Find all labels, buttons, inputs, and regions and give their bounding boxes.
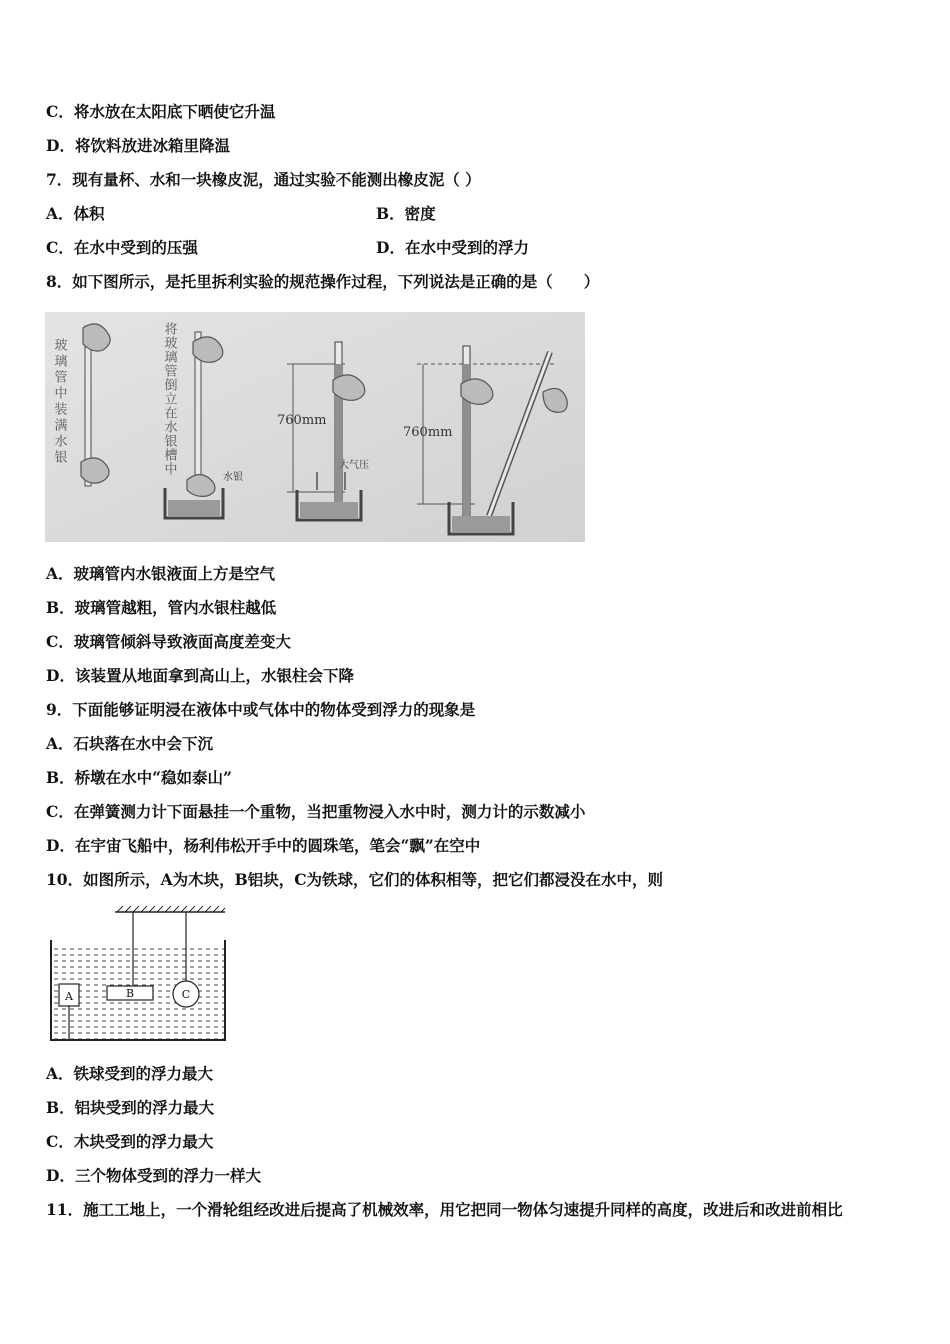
q9-option-b: B．桥墩在水中“稳如泰山” xyxy=(46,768,232,787)
q11-stem: 11．施工工地上，一个滑轮组经改进后提高了机械效率，用它把同一物体匀速提升同样的高度，改进后和改进前相比 xyxy=(46,1200,843,1219)
pressure-label: 大气压 xyxy=(339,460,369,471)
label-c: C xyxy=(181,988,191,1001)
height-label-2: 760mm xyxy=(403,425,453,440)
q10-option-b: B．铝块受到的浮力最大 xyxy=(46,1098,215,1117)
q7-option-d: D．在水中受到的浮力 xyxy=(376,238,529,257)
label-a: A xyxy=(65,990,73,1003)
q8-option-d: D．该装置从地面拿到高山上，水银柱会下降 xyxy=(46,666,354,685)
q10-stem: 10．如图所示，A为木块，B铝块，C为铁球，它们的体积相等，把它们都浸没在水中，则 xyxy=(46,870,664,889)
q8-option-b: B．玻璃管越粗，管内水银柱越低 xyxy=(46,598,277,617)
torricelli-figure xyxy=(45,312,585,542)
mercury-label: 水银 xyxy=(223,472,243,483)
q10-option-c: C．木块受到的浮力最大 xyxy=(46,1132,214,1151)
step2-label: 将玻璃管倒立在水银槽中 xyxy=(161,322,177,476)
q6-option-c: C．将水放在太阳底下晒使它升温 xyxy=(46,102,276,121)
label-b: B xyxy=(125,987,135,1000)
q10-option-d: D．三个物体受到的浮力一样大 xyxy=(46,1166,261,1185)
q8-option-a: A．玻璃管内水银液面上方是空气 xyxy=(46,564,276,583)
buoyancy-tank-figure xyxy=(45,904,231,1044)
q10-option-a: A．铁球受到的浮力最大 xyxy=(46,1064,214,1083)
q7-option-c: C．在水中受到的压强 xyxy=(46,238,198,257)
q6-option-d: D．将饮料放进冰箱里降温 xyxy=(46,136,230,155)
q9-option-a: A．石块落在水中会下沉 xyxy=(46,734,214,753)
step1-label: 玻璃管中装满水银 xyxy=(51,338,67,466)
q9-stem: 9．下面能够证明浸在液体中或气体中的物体受到浮力的现象是 xyxy=(46,700,476,719)
q9-option-c: C．在弹簧测力计下面悬挂一个重物，当把重物浸入水中时，测力计的示数减小 xyxy=(46,802,586,821)
q8-stem: 8．如下图所示，是托里拆利实验的规范操作过程，下列说法是正确的是（ ） xyxy=(46,272,600,291)
q7-stem: 7．现有量杯、水和一块橡皮泥，通过实验不能测出橡皮泥（ ） xyxy=(46,170,481,189)
q8-option-c: C．玻璃管倾斜导致液面高度差变大 xyxy=(46,632,291,651)
q7-option-a: A．体积 xyxy=(46,204,105,223)
q9-option-d: D．在宇宙飞船中，杨利伟松开手中的圆珠笔，笔会“飘”在空中 xyxy=(46,836,481,855)
q7-option-b: B．密度 xyxy=(376,204,436,223)
height-label-1: 760mm xyxy=(277,413,327,428)
